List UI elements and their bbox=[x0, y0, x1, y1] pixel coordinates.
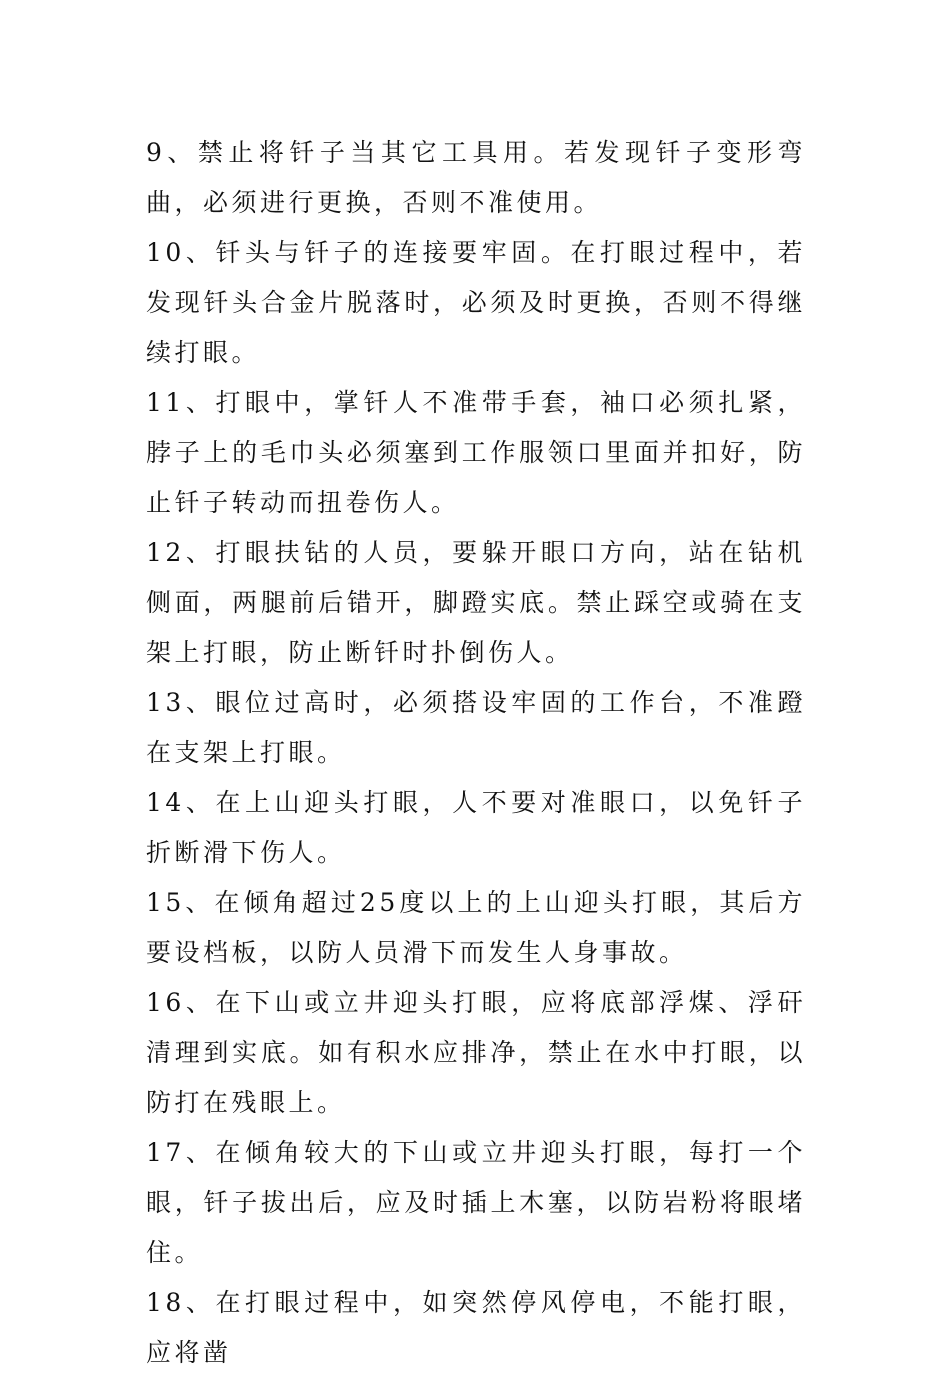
document-body bbox=[146, 128, 806, 1378]
paragraph-rule-13: 13、眼位过高时，必须搭设牢固的工作台，不准蹬在支架上打眼。 bbox=[146, 688, 806, 767]
paragraph-rule-17: 17、在倾角较大的下山或立井迎头打眼，每打一个眼，钎子拔出后，应及时插上木塞，以防岩粉将眼堵住。 bbox=[146, 1138, 806, 1267]
paragraph-rule-9: 9、禁止将钎子当其它工具用。若发现钎子变形弯曲，必须进行更换，否则不准使用。 bbox=[146, 138, 806, 217]
paragraph-rule-16: 16、在下山或立井迎头打眼，应将底部浮煤、浮矸清理到实底。如有积水应排净，禁止在水中打眼，以防打在残眼上。 bbox=[146, 988, 806, 1117]
paragraph-rule-11: 11、打眼中，掌钎人不准带手套，袖口必须扎紧，脖子上的毛巾头必须塞到工作服领口里面并扣好，防止钎子转动而扭卷伤人。 bbox=[146, 388, 806, 517]
paragraph-rule-15: 15、在倾角超过25度以上的上山迎头打眼，其后方要设档板，以防人员滑下而发生人身事故。 bbox=[146, 888, 806, 967]
paragraph-rule-12: 12、打眼扶钻的人员，要躲开眼口方向，站在钻机侧面，两腿前后错开，脚蹬实底。禁止踩空或骑在支架上打眼，防止断钎时扑倒伤人。 bbox=[146, 538, 806, 667]
paragraph-rule-10: 10、钎头与钎子的连接要牢固。在打眼过程中，若发现钎头合金片脱落时，必须及时更换，否则不得继续打眼。 bbox=[146, 238, 806, 367]
paragraph-rule-14: 14、在上山迎头打眼，人不要对准眼口，以免钎子折断滑下伤人。 bbox=[146, 788, 806, 867]
paragraph-rule-18: 18、在打眼过程中，如突然停风停电，不能打眼，应将凿 bbox=[146, 1288, 806, 1367]
